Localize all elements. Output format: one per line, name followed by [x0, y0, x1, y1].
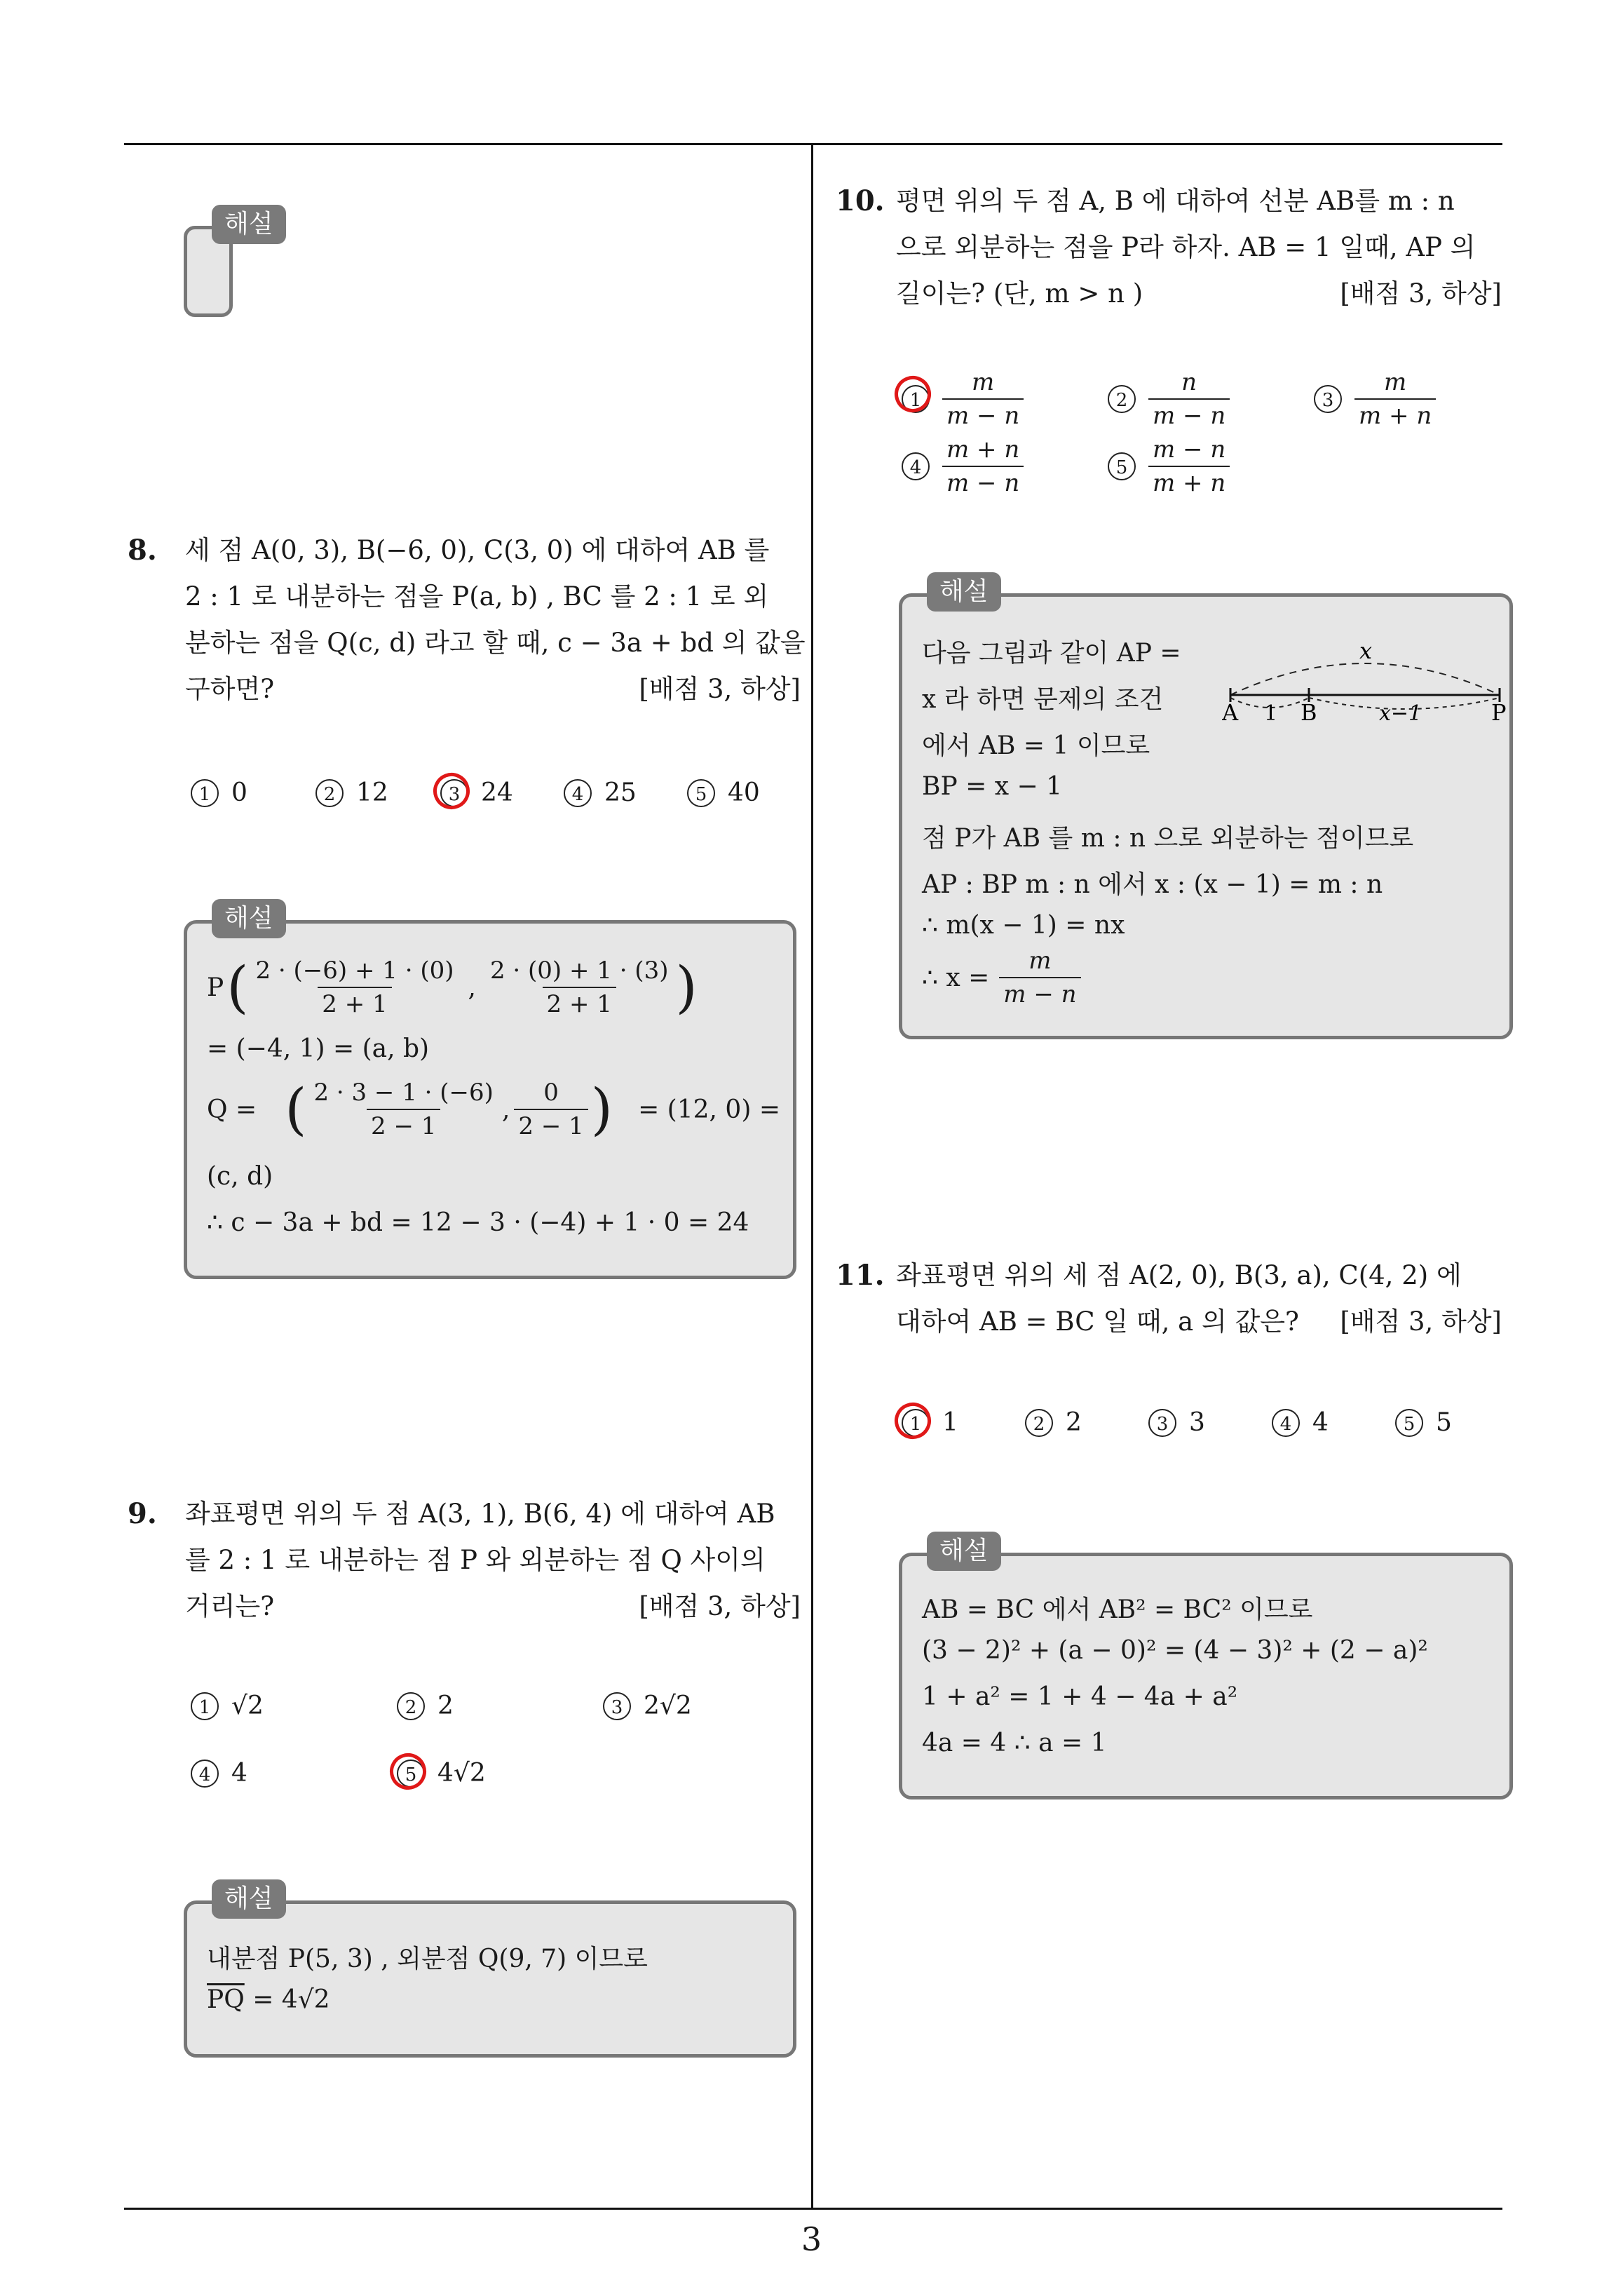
denominator: 2 + 1	[318, 987, 391, 1020]
question-number: 11.	[836, 1259, 885, 1292]
choice-4[interactable]	[902, 433, 1024, 499]
left-paren: (	[285, 1076, 307, 1142]
choice-label: 12	[356, 778, 388, 807]
q10-solution-box	[899, 593, 1513, 1039]
numerator: m	[972, 368, 995, 396]
choice-4[interactable]	[191, 1759, 247, 1788]
dashed-arc	[1230, 663, 1500, 695]
numerator: 2 · (−6) + 1 · (0)	[255, 957, 454, 985]
choice-number: 1	[902, 385, 930, 413]
choice-5[interactable]	[687, 778, 760, 807]
denominator: m + n	[1148, 466, 1230, 499]
choice-3[interactable]	[603, 1691, 692, 1720]
fraction	[1354, 366, 1436, 432]
choice-label: 4√2	[437, 1759, 486, 1788]
choice-3[interactable]	[1314, 366, 1436, 432]
question-score: [배점 3, 하상]	[639, 1591, 801, 1621]
answer-mark	[428, 768, 475, 815]
choice-number: 5	[1395, 1409, 1423, 1437]
label-ab: 1	[1264, 701, 1278, 723]
fraction	[309, 1076, 498, 1142]
choice-2[interactable]	[315, 778, 388, 807]
choice-label: √2	[231, 1691, 264, 1720]
right-paren: )	[675, 954, 698, 1020]
solution-line: BP = x − 1	[922, 772, 1062, 801]
fraction	[251, 954, 458, 1020]
choice-3[interactable]	[1148, 1408, 1205, 1437]
denominator: m − n	[942, 466, 1024, 499]
choice-1[interactable]	[191, 1691, 264, 1720]
numerator: m − n	[1153, 435, 1226, 464]
solution-line: = (−4, 1) = (a, b)	[207, 1034, 430, 1063]
choice-number: 3	[1314, 385, 1342, 413]
question-score: [배점 3, 하상]	[639, 674, 801, 704]
q11-solution-tag: 해설	[927, 1532, 1001, 1571]
question-line: 좌표평면 위의 두 점 A(3, 1), B(6, 4) 에 대하여 AB	[185, 1499, 775, 1529]
solution-text: Q =	[207, 1095, 257, 1124]
question-line: 거리는?	[185, 1591, 275, 1621]
choice-number: 1	[191, 779, 219, 807]
q9-solution-tag: 해설	[212, 1879, 286, 1919]
choice-label: 3	[1189, 1408, 1205, 1437]
question-number: 9.	[128, 1497, 157, 1530]
choice-number: 2	[315, 779, 344, 807]
solution-line	[207, 954, 698, 1020]
q-expression	[282, 1076, 613, 1142]
question-line: 를 2 : 1 로 내분하는 점 P 와 외분하는 점 Q 사이의	[185, 1545, 766, 1575]
question-11	[836, 1252, 1502, 1351]
choice-number: 1	[191, 1692, 219, 1720]
denominator: m − n	[1148, 398, 1230, 432]
segment-figure	[1222, 639, 1508, 723]
choice-label: 2	[1066, 1408, 1082, 1437]
numerator: 0	[543, 1079, 559, 1107]
choice-number: 5	[1108, 452, 1136, 480]
solution-line	[922, 945, 1081, 1011]
choice-number: 3	[440, 779, 468, 807]
choice-2[interactable]	[1025, 1408, 1082, 1437]
choice-label: 4	[1312, 1408, 1329, 1437]
label-top: x	[1359, 639, 1373, 664]
solution-line: AB = BC 에서 AB² = BC² 이므로	[922, 1595, 1313, 1624]
q10-choices	[902, 366, 1498, 506]
choice-number: 4	[564, 779, 592, 807]
choice-label: 2	[437, 1691, 454, 1720]
q9-choices	[191, 1691, 801, 1797]
label-p: P	[1491, 699, 1507, 723]
question-line: 구하면?	[185, 674, 275, 704]
choice-5[interactable]	[1395, 1408, 1452, 1437]
overline-segment: $\overline{PQ}$	[207, 1985, 245, 2014]
choice-number: 2	[1025, 1409, 1053, 1437]
choice-4[interactable]	[564, 778, 637, 807]
solution-text: ∴ x =	[922, 963, 990, 992]
choice-2[interactable]	[1108, 366, 1230, 432]
question-10	[836, 178, 1502, 325]
fraction	[514, 1076, 588, 1142]
choice-number: 1	[902, 1409, 930, 1437]
choice-label: 1	[942, 1408, 958, 1437]
fraction	[942, 366, 1024, 432]
solution-line: 점 P가 AB 를 m : n 으로 외분하는 점이므로	[922, 824, 1414, 853]
top-rule	[124, 143, 1502, 145]
numerator: m	[1384, 368, 1407, 396]
solution-line: AP : BP m : n 에서 x : (x − 1) = m : n	[922, 870, 1383, 899]
solution-text: = 4√2	[244, 1985, 330, 2014]
bottom-rule	[124, 2208, 1502, 2210]
solution-line: ∴ m(x − 1) = nx	[922, 911, 1125, 940]
label-a: A	[1222, 699, 1239, 723]
question-8	[128, 527, 806, 717]
question-line: 세 점 A(0, 3), B(−6, 0), C(3, 0) 에 대하여 AB 를	[185, 535, 770, 565]
solution-text: P	[207, 973, 224, 1002]
fraction	[1148, 433, 1230, 499]
choice-1[interactable]	[191, 778, 247, 807]
choice-2[interactable]	[397, 1691, 454, 1720]
choice-number: 5	[397, 1760, 425, 1788]
fraction	[999, 945, 1080, 1011]
choice-label: 24	[481, 778, 513, 807]
q11-solution-box	[899, 1553, 1513, 1799]
numerator: m	[1028, 947, 1052, 975]
comma: ,	[501, 1095, 510, 1124]
q8-solution-tag: 해설	[212, 899, 286, 938]
answer-mark	[385, 1748, 432, 1795]
solution-line	[207, 1985, 330, 2014]
q8-solution-box	[184, 920, 796, 1279]
denominator: 2 − 1	[514, 1109, 588, 1142]
denominator: m + n	[1354, 398, 1436, 432]
choice-label: 40	[728, 778, 760, 807]
choice-number: 4	[1272, 1409, 1300, 1437]
choice-label: 4	[231, 1759, 247, 1788]
question-line: 분하는 점을 Q(c, d) 라고 할 때, c − 3a + bd 의 값을	[185, 628, 806, 658]
fraction	[486, 954, 673, 1020]
choice-number: 3	[1148, 1409, 1176, 1437]
choice-number: 4	[902, 452, 930, 480]
numerator: n	[1181, 368, 1197, 396]
question-line: 대하여 AB = BC 일 때, a 의 값은?	[896, 1306, 1299, 1337]
question-line: 좌표평면 위의 세 점 A(2, 0), B(3, a), C(4, 2) 에	[896, 1260, 1462, 1290]
solution-line: 내분점 P(5, 3) , 외분점 Q(9, 7) 이므로	[207, 1945, 648, 1973]
label-bp: x−1	[1379, 701, 1422, 723]
column-divider	[811, 144, 813, 2208]
solution-line: 1 + a² = 1 + 4 − 4a + a²	[922, 1682, 1238, 1711]
question-9	[128, 1491, 801, 1638]
question-number: 8.	[128, 534, 157, 567]
denominator: 2 − 1	[367, 1109, 440, 1142]
fraction	[1148, 366, 1230, 432]
q9-solution-box	[184, 1900, 796, 2058]
answer-mark	[890, 1398, 937, 1445]
question-score: [배점 3, 하상]	[1340, 278, 1502, 309]
question-line: 2 : 1 로 내분하는 점을 P(a, b) , BC 를 2 : 1 로 외	[185, 581, 769, 612]
question-score: [배점 3, 하상]	[1340, 1306, 1502, 1337]
page-number: 3	[801, 2220, 822, 2258]
solution-line: 4a = 4 ∴ a = 1	[922, 1729, 1107, 1757]
choice-5[interactable]	[1108, 433, 1230, 499]
solution-line: 다음 그림과 같이 AP =	[922, 639, 1181, 668]
denominator: 2 + 1	[543, 987, 616, 1020]
choice-label: 25	[604, 778, 637, 807]
solution-text: = (12, 0) =	[638, 1095, 780, 1124]
choice-number: 3	[603, 1692, 631, 1720]
choice-number: 5	[687, 779, 715, 807]
numerator: 2 · (0) + 1 · (3)	[489, 957, 669, 985]
solution-line: ∴ c − 3a + bd = 12 − 3 · (−4) + 1 · 0 = 24	[207, 1208, 749, 1237]
choice-4[interactable]	[1272, 1408, 1329, 1437]
solution-line: x 라 하면 문제의 조건	[922, 685, 1164, 714]
q7-solution-tag: 해설	[212, 205, 286, 244]
choice-label: 0	[231, 778, 247, 807]
choice-label: 2√2	[644, 1691, 692, 1720]
right-paren: )	[590, 1076, 613, 1142]
solution-line: 에서 AB = 1 이므로	[922, 731, 1150, 760]
denominator: m − n	[942, 398, 1024, 432]
choice-number: 4	[191, 1760, 219, 1788]
q11-choices	[902, 1408, 1498, 1443]
left-paren: (	[226, 954, 249, 1020]
choice-number: 2	[1108, 385, 1136, 413]
solution-line	[207, 1076, 780, 1142]
label-b: B	[1301, 699, 1317, 723]
solution-line: (c, d)	[207, 1162, 273, 1191]
fraction	[942, 433, 1024, 499]
question-line: 평면 위의 두 점 A, B 에 대하여 선분 AB를 m : n	[896, 186, 1455, 216]
question-line: 길이는? (단, m > n )	[896, 278, 1143, 309]
numerator: m + n	[946, 435, 1020, 464]
question-line: 으로 외분하는 점을 P라 하자. AB = 1 일때, AP 의	[896, 232, 1476, 262]
comma: ,	[468, 973, 476, 1002]
numerator: 2 · 3 − 1 · (−6)	[313, 1079, 494, 1107]
q10-solution-tag: 해설	[927, 572, 1001, 612]
choice-number: 2	[397, 1692, 425, 1720]
question-number: 10.	[836, 184, 885, 217]
choice-label: 5	[1436, 1408, 1452, 1437]
solution-line: (3 − 2)² + (a − 0)² = (4 − 3)² + (2 − a)²	[922, 1636, 1428, 1665]
denominator: m − n	[999, 977, 1080, 1011]
q8-choices	[191, 778, 801, 813]
